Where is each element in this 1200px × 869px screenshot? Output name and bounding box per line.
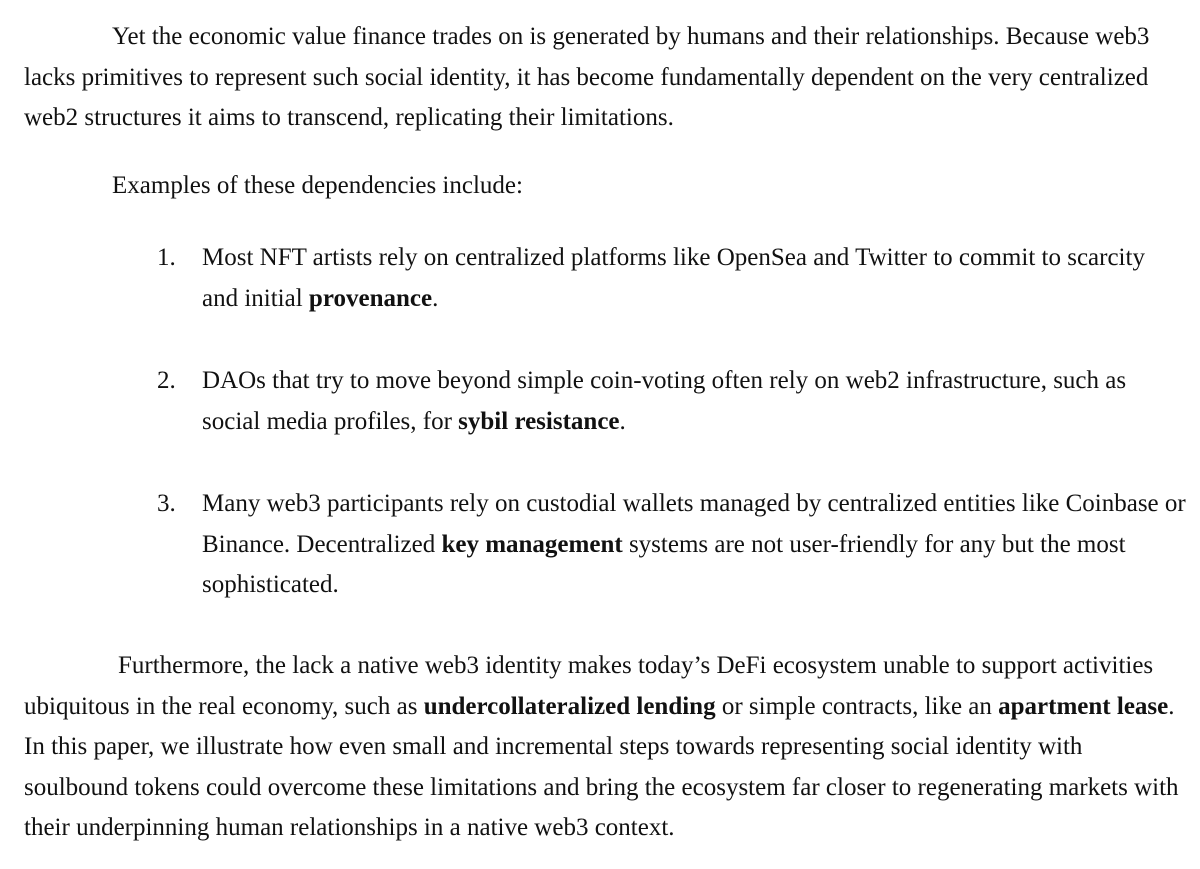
dependency-list-2 <box>157 361 1187 442</box>
list-item <box>157 238 1187 319</box>
list-item-text: Many web3 participants rely on custodial wallets managed by centralized entities like Coinbase or Binance. Decentralized <box>202 490 1186 558</box>
list-item-text: Most NFT artists rely on centralized platforms like OpenSea and Twitter to commit to scarcity and initial <box>202 244 1145 312</box>
closing-text-1: Furthermore, the lack a native web3 identity makes today’s DeFi ecosystem unable to support activities ubiquitous in the real economy, such as <box>24 652 1154 720</box>
list-lead-in: Examples of these dependencies include: <box>112 172 523 199</box>
dependency-list-3 <box>157 484 1187 606</box>
list-number: 1. <box>157 244 176 271</box>
list-item-text-end: . <box>432 284 439 312</box>
list-number: 2. <box>157 367 176 394</box>
bold-term: undercollateralized lending <box>423 692 716 720</box>
bold-term: provenance <box>308 284 433 312</box>
list-item <box>157 484 1187 606</box>
intro-paragraph: Yet the economic value finance trades on is generated by humans and their relationships. Because web3 lacks primitives to represent such social identity, it has become fundamentally dependent on the very centralized web2 structures it aims to transcend, replicating their limitations. <box>24 23 1150 131</box>
closing-text-3: . In this paper, we illustrate how even small and incremental steps towards representing social identity with soulbound tokens could overcome these limitations and bring the ecosystem far closer to regenerating markets with their underpinning human relationships in a native web3 context. <box>24 692 1179 841</box>
closing-paragraph <box>24 646 1189 849</box>
list-number: 3. <box>157 490 176 517</box>
closing-text-2: or simple contracts, like an <box>715 692 999 720</box>
list-item-text-end: . <box>619 407 626 435</box>
list-item <box>157 361 1187 442</box>
bold-term: apartment lease <box>998 692 1169 720</box>
bold-term: sybil resistance <box>458 407 620 435</box>
bold-term: key management <box>441 530 623 558</box>
list-item-text: DAOs that try to move beyond simple coin-voting often rely on web2 infrastructure, such as social media profiles, for <box>202 367 1127 435</box>
dependency-list-1 <box>157 238 1187 319</box>
list-item-text-end: systems are not user-friendly for any but the most sophisticated. <box>202 530 1126 598</box>
